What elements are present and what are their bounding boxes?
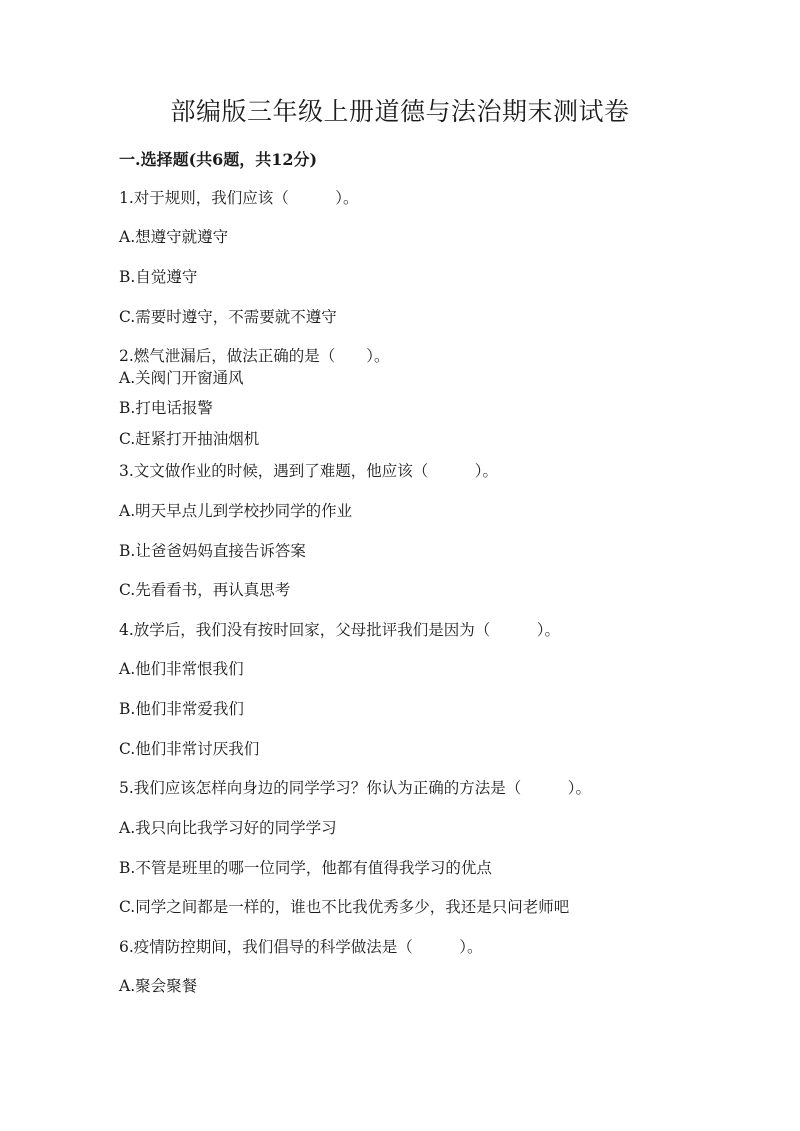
question-1-option-a: A.想遵守就遵守 bbox=[119, 228, 229, 246]
question-2-option-c: C.赶紧打开抽油烟机 bbox=[119, 430, 260, 448]
question-4-stem: 4.放学后，我们没有按时回家，父母批评我们是因为（ ）。 bbox=[119, 621, 561, 639]
question-3-option-a: A.明天早点儿到学校抄同学的作业 bbox=[119, 502, 353, 520]
question-6-stem: 6.疫情防控期间，我们倡导的科学做法是（ ）。 bbox=[119, 938, 483, 956]
question-2-option-a: A.关阀门开窗通风 bbox=[119, 369, 244, 387]
question-4-option-c: C.他们非常讨厌我们 bbox=[119, 740, 260, 758]
question-5-option-c: C.同学之间都是一样的，谁也不比我优秀多少，我还是只问老师吧 bbox=[119, 898, 570, 916]
question-4-option-b: B.他们非常爱我们 bbox=[119, 700, 244, 718]
question-3-stem: 3.文文做作业的时候，遇到了难题，他应该（ ）。 bbox=[119, 462, 499, 480]
question-3-option-c: C.先看看书，再认真思考 bbox=[119, 581, 291, 599]
question-6-option-a: A.聚会聚餐 bbox=[119, 977, 198, 995]
exam-title: 部编版三年级上册道德与法治期末测试卷 bbox=[170, 97, 630, 126]
question-2-option-b: B.打电话报警 bbox=[119, 399, 213, 417]
question-3-option-b: B.让爸爸妈妈直接告诉答案 bbox=[119, 542, 306, 560]
question-5-option-a: A.我只向比我学习好的同学学习 bbox=[119, 819, 337, 837]
question-1-option-b: B.自觉遵守 bbox=[119, 268, 198, 286]
question-2-stem: 2.燃气泄漏后，做法正确的是（ ）。 bbox=[119, 347, 390, 365]
question-5-stem: 5.我们应该怎样向身边的同学学习？你认为正确的方法是（ ）。 bbox=[119, 779, 592, 797]
question-1-stem: 1.对于规则，我们应该（ ）。 bbox=[119, 189, 359, 207]
question-1-option-c: C.需要时遵守，不需要就不遵守 bbox=[119, 308, 337, 326]
question-5-option-b: B.不管是班里的哪一位同学，他都有值得我学习的优点 bbox=[119, 859, 492, 877]
section-heading: 一.选择题(共6题，共12分) bbox=[119, 150, 318, 169]
question-4-option-a: A.他们非常恨我们 bbox=[119, 660, 244, 678]
